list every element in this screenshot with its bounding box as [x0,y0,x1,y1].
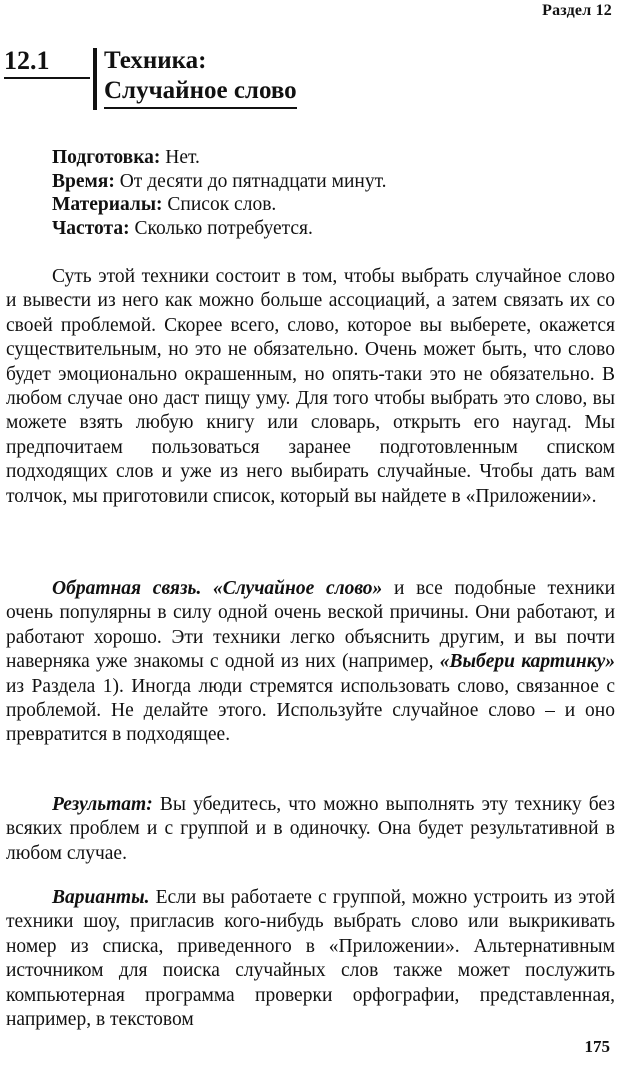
section-title-line2: Случайное слово [104,76,297,109]
meta-label: Частота: [52,217,130,239]
meta-value: Список слов. [162,194,277,215]
paragraph-text: из Раздела 1). Иногда люди стремятся использовать слово, связанное с проблемой. Не делайте этого. Используйте случайное слово – и оно превратится в подходящее. [6,675,615,746]
page-number: 175 [584,1037,610,1056]
meta-value: От десяти до пятнадцати минут. [114,170,387,192]
paragraph-text: и все подобные техники очень популярны в силу одной очень веской причины. Они работают, и работают хорошо. Эти техники легко объяснить другим, и вы почти наверняка уже знакомы с одной из них (например, [6,578,615,673]
paragraph-lead: Результат: [52,794,153,815]
meta-value: Нет. [160,147,200,168]
paragraph-lead: Варианты. [52,887,150,908]
section-title-line1: Техника: [104,47,207,74]
technique-reference: «Выбери картинку» [439,651,615,673]
paragraph-lead: Обратная связь. «Случайное слово» [52,578,383,599]
running-head: Раздел 12 [542,2,612,19]
meta-time [52,170,387,194]
meta-label: Время: [52,170,115,192]
technique-meta [52,146,387,240]
meta-frequency [52,217,387,241]
paragraph-result [6,793,615,866]
meta-label: Подготовка: [52,147,161,168]
title-divider [93,48,97,110]
paragraph-text: Вы убедитесь, что можно выполнять эту технику без всяких проблем и с группой и в одиночку. Она будет результативной в любом случае. [6,794,615,864]
section-title [104,46,297,109]
paragraph-feedback [6,577,615,748]
paragraph-description: Суть этой техники состоит в том, чтобы выбрать случайное слово и вывести из него как можно больше ассоциаций, а затем связать их со своей проблемой. Скорее всего, слово, которое вы выберете, окажется существительным, но это не обязательно. Очень может быть, что слово будет эмоционально окрашенным, но опять-таки это не обязательно. В любом случае оно даст пищу уму. Для того чтобы выбрать это слово, вы можете взять любую книгу или словарь, открыть его наугад. Мы предпочитаем пользоваться заранее подготовленным списком подходящих слов и уже из него выбирать случайные. Чтобы дать вам толчок, мы приготовили список, который вы найдете в «Приложении». [6,266,615,507]
meta-label: Материалы: [52,194,163,215]
section-number: 12.1 [4,46,90,79]
paragraph-text: Если вы работаете с группой, можно устроить из этой техники шоу, пригласив кого-нибудь выбрать слово или выкрикивать номер из списка, приведенного в «Приложении». Альтернативным источником для поиска случайных слов также может послужить компьютерная программа проверки орфографии, представленная, например, в текстовом [6,887,615,1031]
meta-value: Сколько потребуется. [129,217,313,239]
meta-materials [52,193,387,217]
paragraph-variants [6,886,615,1032]
meta-preparation [52,146,387,170]
